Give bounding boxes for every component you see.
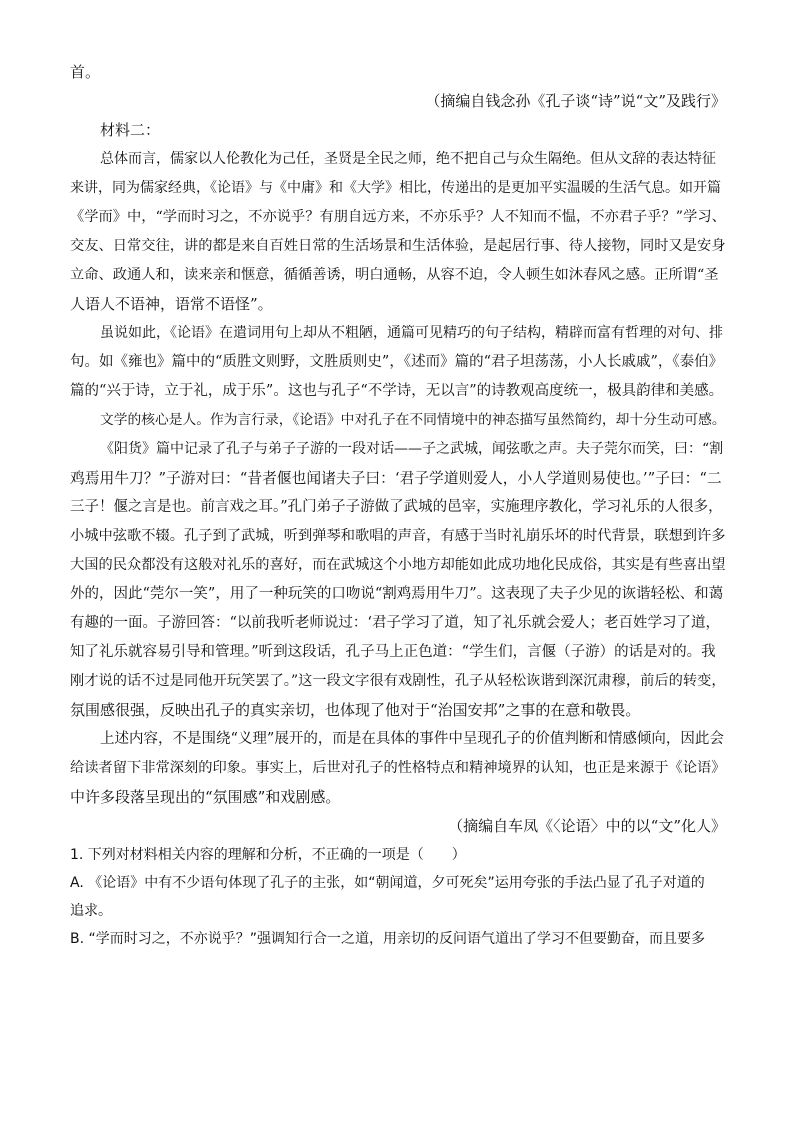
paragraph-line: 句。如《雍也》篇中的“质胜文则野，文胜质则史”，《述而》篇的“君子坦荡荡，小人长戚戚”，《泰伯》 [70,354,724,370]
document-page [70,58,726,953]
paragraph-line: 《学而》中，“学而时习之，不亦说乎？有朋自远方来，不亦乐乎？人不知而不愠，不亦君子乎？”学习、 [70,209,726,225]
paragraph-line: 总体而言，儒家以人伦教化为己任，圣贤是全民之师，绝不把自己与众生隔绝。但从文辞的表达特征 [100,151,716,167]
paragraph-line: 有趣的一面。子游回答：“以前我听老师说过：‘君子学习了道，知了礼乐就会爱人；老百姓学习了道， [70,615,721,631]
paragraph-line: 立命、政通人和，读来亲和惬意，循循善诱，明白通畅，从容不迫，令人顿生如沐春风之感。正所谓“圣 [70,267,719,283]
paragraph-line: 氛围感很强，反映出孔子的真实亲切，也体现了他对于“治国安邦”之事的在意和敬畏。 [70,701,641,719]
paragraph-line: 《阳货》篇中记录了孔子与弟子子游的一段对话——子之武城，闻弦歌之声。夫子莞尔而笑，曰：“割 [100,441,724,457]
paragraph-line: 人语人不语神，语常不语怪”。 [70,295,273,313]
paragraph-3 [70,406,726,725]
paragraph-line: 刚才说的话不过是同他开玩笑罢了。”这一段文字很有戏剧性，孔子从轻松诙谐到深沉肃穆，前后的转变， [70,673,726,689]
paragraph-2 [70,319,726,406]
paragraph-line: 首。 [70,63,101,81]
paragraph-line: 知了礼乐就容易引导和管理。”听到这段话，孔子马上正色道：“学生们，言偃（子游）的话是对的。我 [70,644,716,660]
material-two-heading: 材料二： [100,121,161,139]
paragraph-4 [70,725,726,812]
paragraph-1 [70,145,726,319]
paragraph-line: 交友、日常交往，讲的都是来自百姓日常的生活场景和生活体验，是起居行事、待人接物，同时又是安身 [70,238,726,254]
source-citation-2: （摘编自车凤《〈论语〉中的以“文”化人》 [448,817,726,835]
paragraph-line: 文学的核心是人。作为言行录，《论语》中对孔子在不同情境中的神态描写虽然简约，却十分生动可感。 [100,412,726,428]
paragraph-line: 大国的民众都没有这般对礼乐的喜好，而在武城这个小地方却能如此成功地化民成俗，其实是有些喜出望 [70,557,726,573]
paragraph-line: 篇的“兴于诗，立于礼，成于乐”。这也与孔子“不学诗，无以言”的诗教观高度统一，极具韵律和美感。 [70,383,724,399]
paragraph-line: 三子！偃之言是也。前言戏之耳。”孔门弟子子游做了武城的邑宰，实施理序教化，学习礼乐的人很多， [70,499,723,515]
source-citation-1: （摘编自钱念孙《孔子谈“诗”说“文”及践行》 [425,92,726,110]
option-b-line: B. “学而时习之，不亦说乎？”强调知行合一之道，用亲切的反问语气道出了学习不但要勤奋，而且要多 [70,931,706,947]
option-a-line: 追求。 [70,903,112,919]
paragraph-line: 给读者留下非常深刻的印象。事实上，后世对孔子的性格特点和精神境界的认知，也正是来源于《论语》 [70,760,726,776]
paragraph-line: 小城中弦歌不辍。孔子到了武城，听到弹琴和歌唱的声音，有感于当时礼崩乐坏的时代背景，联想到许多 [70,528,726,544]
paragraph-line: 来讲，同为儒家经典，《论语》与《中庸》和《大学》相比，传递出的是更加平实温暖的生活气息。如开篇 [70,180,721,196]
paragraph-line: 中许多段落呈现出的“氛围感”和戏剧感。 [70,788,341,806]
paragraph-line: 外的，因此“莞尔一笑”，用了一种玩笑的口吻说“割鸡焉用牛刀”。这表现了夫子少见的诙谐轻松、和蔼 [70,586,724,602]
paragraph-line: 鸡焉用牛刀？”子游对曰：“昔者偃也闻诸夫子曰：‘君子学道则爱人，小人学道则易使也。’”子曰：“二 [70,470,722,487]
paragraph-line: 虽说如此，《论语》在遣词用句上却从不粗陋，通篇可见精巧的句子结构，精辟而富有哲理的对句、排 [100,325,723,341]
paragraph-line: 上述内容，不是围绕“义理”展开的，而是在具体的事件中呈现孔子的价值判断和情感倾向，因此会 [100,731,724,747]
option-a-line: A. 《论语》中有不少语句体现了孔子的主张，如“朝闻道，夕可死矣”运用夸张的手法凸显了孔子对道的 [70,875,705,891]
question-1-stem: 1. 下列对材料相关内容的理解和分析，不正确的一项是（ ） [70,847,466,863]
